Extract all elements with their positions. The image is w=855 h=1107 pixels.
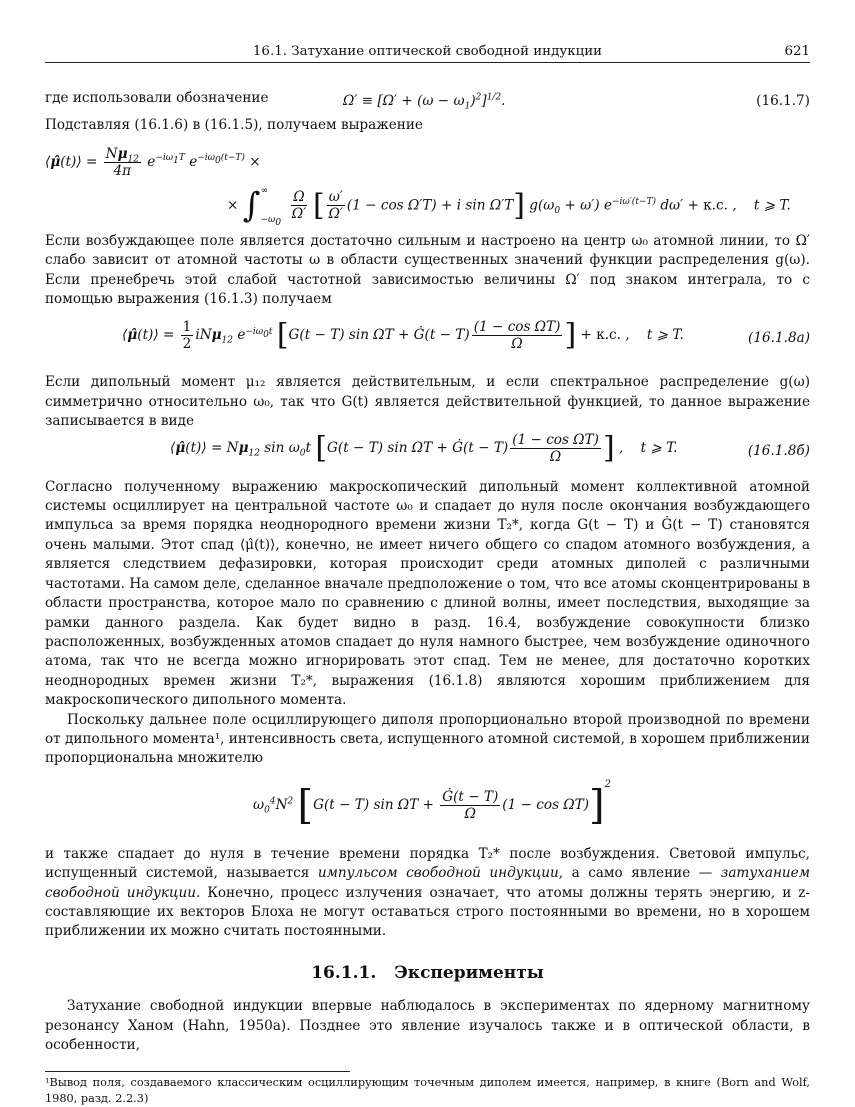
equation-16-1-8b: ⟨μ̂(t)⟩ = $N\mu_{12}$ $\sin \omega_0t$ [G(t − T) sin ΩT + Ġ(t − T) $\frac{\text{(1 − cos ΩT)}}{\Omega}$ ] , t ⩾ T. (16.1.8б): [170, 430, 810, 466]
equation-dipole-integral: ⟨μ̂(t)⟩ = $\frac{N\mu_{12}}{4\pi}$ $e^{-i\omega_1T}$ $e^{-i\omega_0(t-T)}$ × × ∫∞ $_{-\omega_0}$ $\frac{\Omega}{\Omega'}$ [ $\frac{\omega'}{\Omega'}$ (1 − cos Ω′T) + i sin Ω′T] $g(\omega_0 + \omega')$ $e^{-i\omega'(t-T)}$ dω′ + к.с. , t ⩾ T.: [45, 145, 791, 228]
paragraph-intro: где использовали обозначение: [45, 90, 269, 106]
footnote: ¹Вывод поля, создаваемого классическим осциллирующим точечным диполем имеется, например, в книге (Born and Wolf, 1980, разд. 2.2.3): [45, 1076, 810, 1106]
paragraph-strong-field: Если возбуждающее поле является достаточно сильным и настроено на центр ω₀ атомной линии, то Ω′ слабо зависит от атомной частоты ω в области существенных значений функции распределения g(ω). Если пренебречь этой слабой частотной зависимостью величины Ω′ под знаком интеграла, то с помощью выражения (16.1.3) получаем: [45, 232, 810, 308]
equation-intensity-factor: $\omega_0^4N^2$ [G(t − T) sin ΩT + $\frac{Ġ(t - T)}{\Omega}$ (1 − cos ΩT)]$^2$: [253, 778, 612, 829]
term-free-induction-pulse: импульсом свободной индукции: [317, 865, 559, 882]
section-number: 16.1.1.: [311, 962, 377, 983]
page: [45, 40, 810, 1107]
equation-number: (16.1.8б): [747, 442, 810, 459]
equation-number: (16.1.8а): [748, 330, 810, 347]
paragraph-real-dipole: Если дипольный момент μ₁₂ является действительным, и если спектральное распределение g(ω) симметрично относительно ω₀, так что G(t) является действительной функцией, то данное выражение записывается в виде: [45, 374, 810, 430]
running-head-title: 16.1. Затухание оптической свободной индукции: [252, 44, 603, 59]
equation-16-1-8a: ⟨μ̂(t)⟩ = $\frac{1}{2}$ iNμ$_{12}$ $e^{-i\omega_0t}$ [G(t − T) sin ΩT + Ġ(t − T) $\frac{\text{(1 − cos ΩT)}}{\Omega}$ ] + к.с. , t ⩾ T. (16.1.8а): [122, 317, 810, 353]
running-head: [45, 40, 810, 63]
paragraph-free-induction: и также спадает до нуля в течение времени порядка T₂* после возбуждения. Световой импульс, испущенный системой, называется импульсом свободной индукции, а само явление — затуханием свободной индукции. Конечно, процесс излучения означает, что атомы должны терять энергию, и z- составляющие их векторов Блоха не могут оставаться строго постоянными во времени, но в хорошем приближении их можно считать постоянными.: [45, 845, 811, 940]
equation-16-1-7: $\Omega' \equiv [\Omega' + (\omega - \omega_1)^2]^{1/2}$. (16.1.7): [343, 92, 810, 113]
term-free-induction-decay: затуханием свободной индукции: [45, 865, 810, 901]
footnote-rule: [45, 1071, 350, 1072]
paragraph-dephasing: Согласно полученному выражению макроскопический дипольный момент коллективной атомной системы осциллирует на центральной частоте ω₀ и спадает до нуля после окончания возбуждающего импульса за время порядка неоднородного времени жизни T₂*, когда G(t − T) и Ġ(t − T) становятся очень малыми. Этот спад ⟨μ̂(t)⟩, конечно, не имеет ничего общего со спадом атомного возбуждения, а является следствием дефазировки, которая происходит среди атомных диполей с различными частотами. На самом деле, сделанное вначале предположение о том, что все атомы сконцентрированы в области пространства, которое мало по сравнению с длиной волны, имеет последствия, выходящие за рамки данного раздела. Как будет видно в разд. 16.4, возбуждение совокупности близко расположенных, возбужденных атомов спадает до нуля намного быстрее, чем возбуждение одиночного атома, так что не всегда можно игнорировать этот спад. Тем не менее, для достаточно коротких неоднородных времен жизни T₂*, выражения (16.1.8) являются хорошим приближением для макроскопического дипольного момента.: [45, 478, 810, 709]
page-number: 621: [784, 44, 810, 59]
paragraph-far-field: Поскольку дальнее поле осциллирующего диполя пропорционально второй производной по времени от дипольного момента¹, интенсивность света, испущенного атомной системой, в хорошем приближении пропорциональна множителю: [45, 711, 810, 767]
equation-number: (16.1.7): [756, 93, 810, 110]
section-title: Эксперименты: [394, 962, 544, 983]
paragraph-substitution: Подставляя (16.1.6) в (16.1.5), получаем выражение: [45, 117, 423, 134]
section-heading: [45, 964, 810, 983]
paragraph-experiments: Затухание свободной индукции впервые наблюдалось в экспериментах по ядерному магнитному резонансу Ханом (Hahn, 1950a). Позднее это явление изучалось также и в оптической области, в особенности,: [45, 998, 810, 1053]
